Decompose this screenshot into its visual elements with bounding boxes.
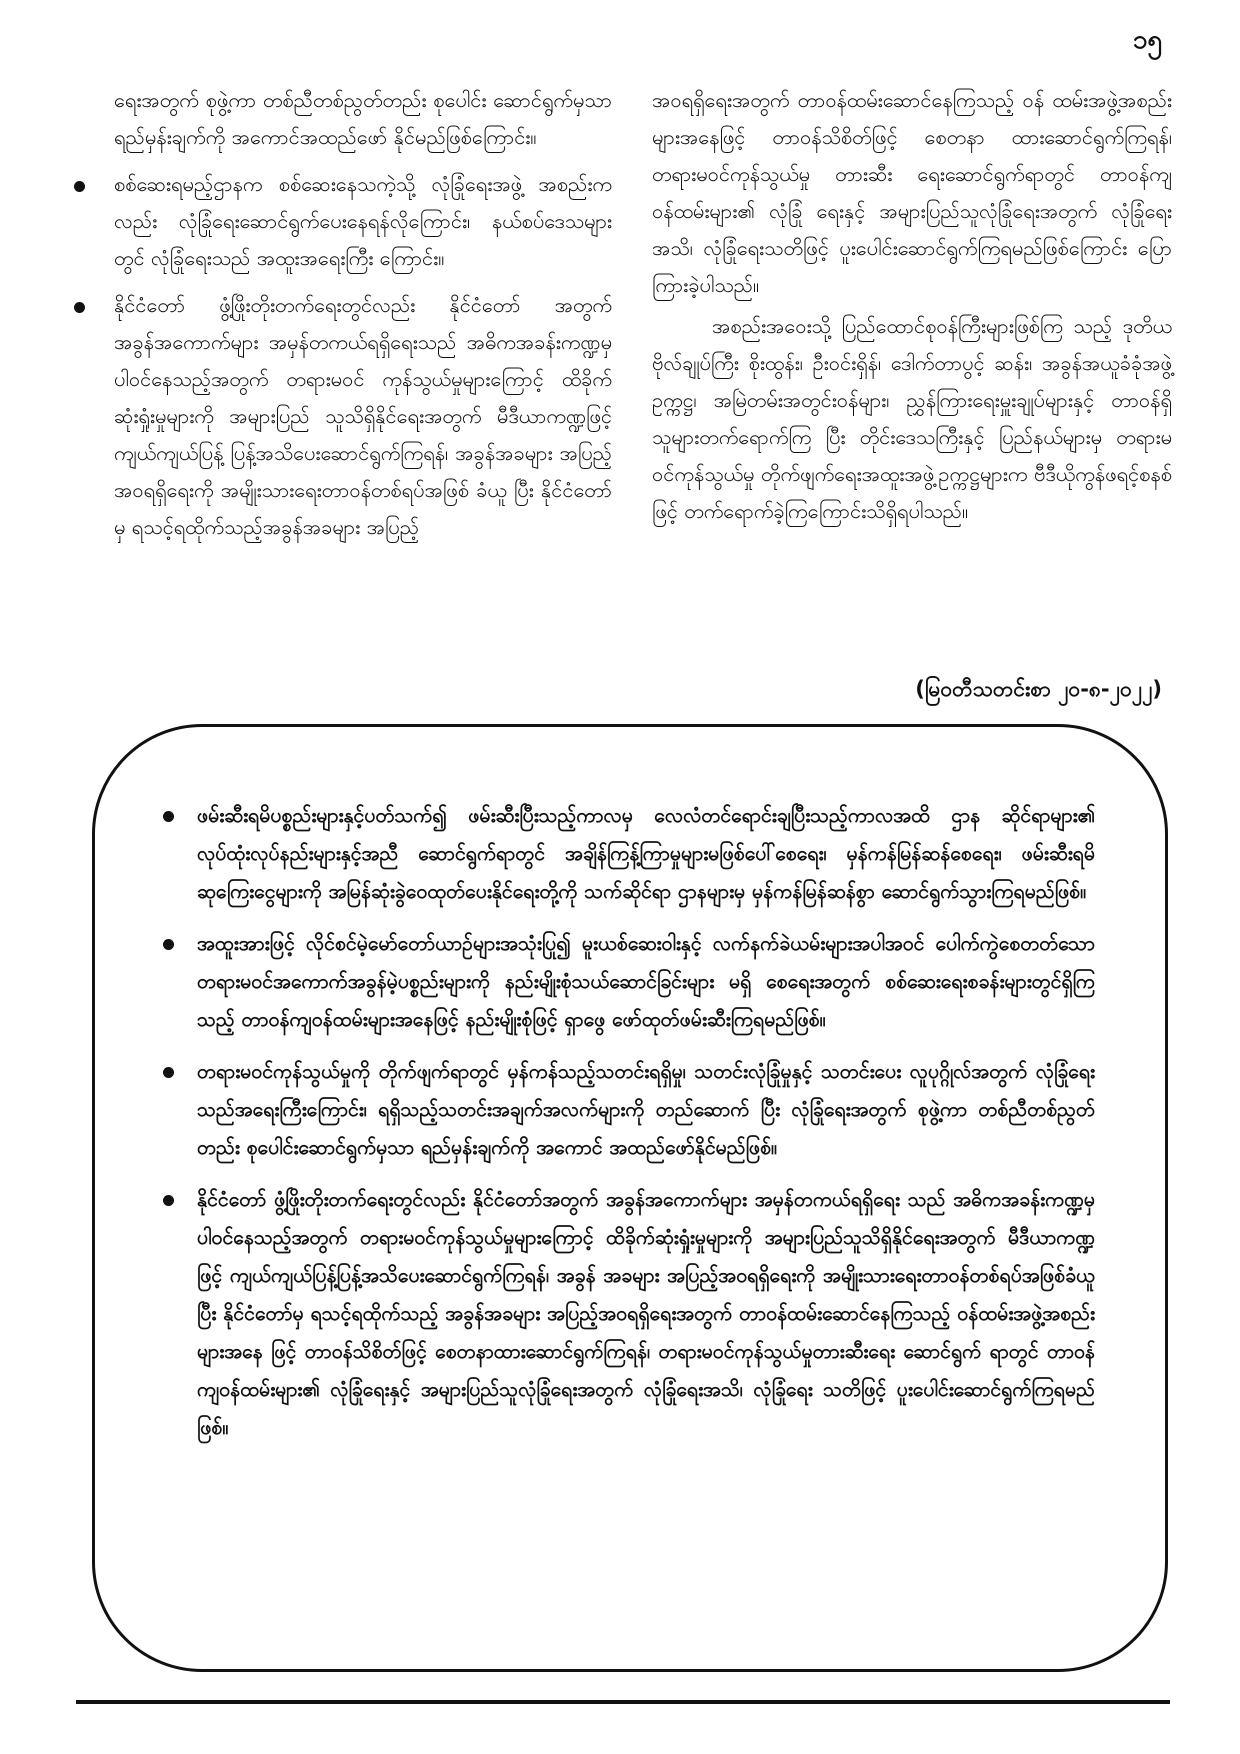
box-bullet-text: ဖမ်းဆီးရမိပစ္စည်းများနှင့်ပတ်သက်၍ ဖမ်းဆီးပြီးသည့်ကာလမှ လေလံတင်ရောင်းချပြီးသည့်ကာလအထိ ဌာန ဆိုင်ရာများ၏ လုပ်ထုံးလုပ်နည်းများနှင့်အညီ ဆောင်ရွက်ရာတွင် အချိန်ကြန့်ကြာမှုများမဖြစ်ပေါ်စေရေး၊ မှန်ကန်မြန်ဆန်စေရေး၊ ဖမ်းဆီးရမိဆုကြေးငွေများကို အမြန်ဆုံးခွဲဝေထုတ်ပေးနိုင်ရေးတို့ကို သက်ဆိုင်ရာ ဌာနများမှ မှန်ကန်မြန်ဆန်စွာ ဆောင်ရွက်သွားကြရမည်ဖြစ်။: [197, 804, 1095, 903]
box-bullet-text: တရားမဝင်ကုန်သွယ်မှုကို တိုက်ဖျက်ရာတွင် မှန်ကန်သည့်သတင်းရရှိမှု၊ သတင်းလုံခြုံမှုနှင့် သတင်းပေး လူပုဂ္ဂိုလ်အတွက် လုံခြုံရေးသည်အရေးကြီးကြောင်း၊ ရရှိသည့်သတင်းအချက်အလက်များကို တည်ဆောက် ပြီး လုံခြုံရေးအတွက် စုဖွဲ့ကာ တစ်ညီတစ်ညွတ်တည်း စုပေါင်းဆောင်ရွက်မှသာ ရည်မှန်းချက်ကို အကောင် အထည်ဖော်နိုင်မည်ဖြစ်။: [197, 1060, 1095, 1159]
left-continuation-text: ရေးအတွက် စုဖွဲ့ကာ တစ်ညီတစ်ညွတ်တည်း စုပေါင်း ဆောင်ရွက်မှသာ ရည်မှန်းချက်ကို အကောင်အထည်ဖော် နိုင်မည်ဖြစ်ကြောင်း။: [114, 88, 612, 149]
box-bullet-item: [165, 797, 1095, 911]
source-citation: (မြဝတီသတင်းစာ ၂၀-၈-၂၀၂၂): [915, 677, 1162, 701]
page-number: ၁၅: [1132, 25, 1162, 55]
box-bullet-text: အထူးအားဖြင့် လိုင်စင်မဲ့မော်တော်ယာဉ်များအသုံးပြု၍ မူးယစ်ဆေးဝါးနှင့် လက်နက်ခဲယမ်းများအပါအဝင် ပေါက်ကွဲစေတတ်သော တရားမဝင်အကောက်အခွန်မဲ့ပစ္စည်းများကို နည်းမျိုးစုံသယ်ဆောင်ခြင်းများ မရှိ စေရေးအတွက် စစ်ဆေးရေးစခန်းများတွင်ရှိကြသည့် တာဝန်ကျဝန်ထမ်းများအနေဖြင့် နည်းမျိုးစုံဖြင့် ရှာဖွေ ဖော်ထုတ်ဖမ်းဆီးကြရမည်ဖြစ်။: [197, 932, 1095, 1031]
bottom-rule: [76, 1700, 1170, 1704]
box-bullet-text: နိုင်ငံတော် ဖွံ့ဖြိုးတိုးတက်ရေးတွင်လည်း နိုင်ငံတော်အတွက် အခွန်အကောက်များ အမှန်တကယ်ရရှိရေး သည် အဓိကအခန်းကဏ္ဍမှ ပါဝင်နေသည့်အတွက် တရားမဝင်ကုန်သွယ်မှုများကြောင့် ထိခိုက်ဆုံးရှုံးမှုများကို အများပြည်သူသိရှိနိုင်ရေးအတွက် မီဒီယာကဏ္ဍဖြင့် ကျယ်ကျယ်ပြန့်ပြန့်အသိပေးဆောင်ရွက်ကြရန်၊ အခွန် အခများ အပြည့်အဝရရှိရေးကို အမျိုးသားရေးတာဝန်တစ်ရပ်အဖြစ်ခံယူပြီး နိုင်ငံတော်မှ ရသင့်ရထိုက်သည့် အခွန်အခများ အပြည့်အဝရရှိရေးအတွက် တာဝန်ထမ်းဆောင်နေကြသည့် ဝန်ထမ်းအဖွဲ့အစည်းများအနေ ဖြင့် တာဝန်သိစိတ်ဖြင့် စေတနာထားဆောင်ရွက်ကြရန်၊ တရားမဝင်ကုန်သွယ်မှုတားဆီးရေး ဆောင်ရွက် ရာတွင် တာဝန်ကျဝန်ထမ်းများ၏ လုံခြုံရေးနှင့် အများပြည်သူလုံခြုံရေးအတွက် လုံခြုံရေးအသိ၊ လုံခြုံရေး သတိဖြင့် ပူးပေါင်းဆောင်ရွက်ကြရမည်ဖြစ်။: [197, 1188, 1095, 1439]
bullet-icon: [163, 811, 174, 822]
left-column: [92, 82, 612, 670]
bullet-icon: [163, 1195, 174, 1206]
box-bullet-item: [165, 925, 1095, 1039]
article-columns: [92, 82, 1172, 670]
summary-box: [92, 724, 1168, 1672]
left-bullet-item: [92, 166, 612, 277]
bullet-icon: [163, 939, 174, 950]
bullet-icon: [74, 181, 85, 192]
right-paragraph-2: အစည်းအဝေးသို့ ပြည်ထောင်စုဝန်ကြီးများဖြစ်ကြ သည့် ဒုတိယဗိုလ်ချုပ်ကြီး စိုးထွန်း၊ ဦးဝင်းရှိန်၊ ဒေါက်တာပွင့် ဆန်း၊ အခွန်အယူခံခုံအဖွဲ့ဥက္ကဋ္ဌ၊ အမြဲတမ်းအတွင်းဝန်များ၊ ညွှန်ကြားရေးမှူးချုပ်များနှင့် တာဝန်ရှိသူများတက်ရောက်ကြ ပြီး တိုင်းဒေသကြီးနှင့် ပြည်နယ်များမှ တရားမဝင်ကုန်သွယ်မှု တိုက်ဖျက်ရေးအထူးအဖွဲ့ဥက္ကဋ္ဌများက ဗီဒီယိုကွန်ဖရင့်စနစ်ဖြင့် တက်ရောက်ခဲ့ကြကြောင်းသိရှိရပါသည်။: [652, 314, 1172, 523]
box-bullet-item: [165, 1053, 1095, 1167]
box-bullet-item: [165, 1181, 1095, 1447]
right-column: [652, 82, 1172, 670]
right-paragraph-1: အဝရရှိရေးအတွက် တာဝန်ထမ်းဆောင်နေကြသည့် ဝန် ထမ်းအဖွဲ့အစည်းများအနေဖြင့် တာဝန်သိစိတ်ဖြင့် စေတနာ ထားဆောင်ရွက်ကြရန်၊ တရားမဝင်ကုန်သွယ်မှု တားဆီး ရေးဆောင်ရွက်ရာတွင် တာဝန်ကျဝန်ထမ်းများ၏ လုံခြုံ ရေးနှင့် အများပြည်သူလုံခြုံရေးအတွက် လုံခြုံရေးအသိ၊ လုံခြုံရေးသတိဖြင့် ပူးပေါင်းဆောင်ရွက်ကြရမည်ဖြစ်ကြောင်း ပြောကြားခဲ့ပါသည်။: [652, 88, 1172, 297]
bullet-icon: [74, 302, 85, 313]
left-bullet-item: [92, 287, 612, 546]
left-bullet-text: နိုင်ငံတော် ဖွံ့ဖြိုးတိုးတက်ရေးတွင်လည်း နိုင်ငံတော် အတွက် အခွန်အကောက်များ အမှန်တကယ်ရရှိရေးသည် အဓိကအခန်းကဏ္ဍမှ ပါဝင်နေသည့်အတွက် တရားမဝင် ကုန်သွယ်မှုများကြောင့် ထိခိုက်ဆုံးရှုံးမှုများကို အများပြည် သူသိရှိနိုင်ရေးအတွက် မီဒီယာကဏ္ဍဖြင့် ကျယ်ကျယ်ပြန့် ပြန့်အသိပေးဆောင်ရွက်ကြရန်၊ အခွန်အခများ အပြည့် အဝရရှိရေးကို အမျိုးသားရေးတာဝန်တစ်ရပ်အဖြစ် ခံယူ ပြီး နိုင်ငံတော်မှ ရသင့်ရထိုက်သည့်အခွန်အခများ အပြည့်: [114, 293, 612, 539]
left-bullet-text: စစ်ဆေးရမည့်ဌာနက စစ်ဆေးနေသကဲ့သို့ လုံခြုံရေးအဖွဲ့ အစည်းကလည်း လုံခြုံရေးဆောင်ရွက်ပေးနေရန်လိုကြောင်း၊ နယ်စပ်ဒေသများတွင် လုံခြုံရေးသည် အထူးအရေးကြီး ကြောင်း။: [114, 172, 612, 270]
bullet-icon: [163, 1067, 174, 1078]
